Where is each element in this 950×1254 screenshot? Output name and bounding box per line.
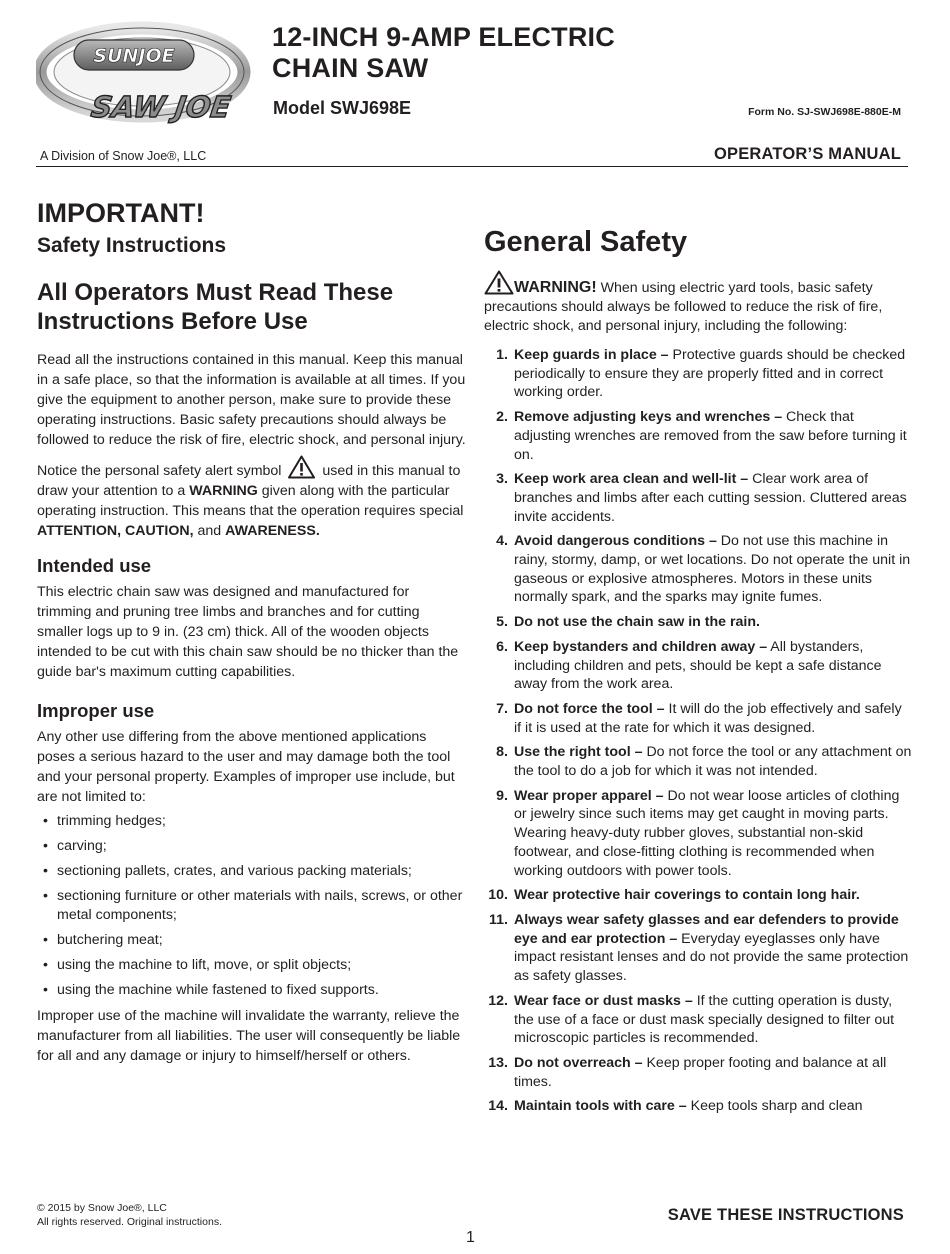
notice-paragraph: Notice the personal safety alert symbol used in this manual to draw your attention to a WARNING given along with the particular operating instruction. This means that the operation requires special ATTENTION, CAUTION, and AWARENESS. bbox=[37, 455, 467, 541]
warning-paragraph bbox=[484, 270, 912, 336]
safety-instructions-heading: Safety Instructions bbox=[37, 234, 227, 257]
improper-use-list bbox=[37, 812, 467, 1000]
product-title-line2: CHAIN SAW bbox=[272, 53, 429, 83]
rule-title: Wear proper apparel – bbox=[514, 787, 664, 804]
rule-text: Check that adjusting wrenches are removed from the saw before turning it on. bbox=[514, 409, 907, 463]
rule-number: 3. bbox=[496, 471, 508, 488]
rule-text: Keep proper footing and balance at all times. bbox=[514, 1054, 887, 1090]
intro-paragraph: Read all the instructions contained in this manual. Keep this manual in a safe place, so that the information is available at all times. If you give the equipment to another person, make sure to provide these operating instructions. Basic safety precautions should always be followed to reduce the risk of fire, electric shock, and personal injury. bbox=[37, 352, 466, 448]
rule-number: 12. bbox=[488, 992, 508, 1009]
rule-title: Do not overreach – bbox=[514, 1054, 643, 1071]
improper-use-closing: Improper use of the machine will invalidate the warranty, relieve the manufacturer from all liabilities. The user will consequently be liable for all and any damage or injury to himself/herself or others. bbox=[37, 1008, 461, 1064]
safety-rule bbox=[484, 700, 912, 737]
rule-title: Maintain tools with care – bbox=[514, 1098, 687, 1115]
improper-use-text: Any other use differing from the above mentioned applications poses a serious hazard to the user and may damage both the tool and your personal property. Examples of improper use include, but are not limited to: bbox=[37, 729, 455, 805]
safety-rule bbox=[484, 408, 912, 464]
bullet-icon: • bbox=[43, 888, 48, 904]
sunjoe-saw-joe-logo bbox=[36, 14, 254, 136]
warning-icon bbox=[484, 270, 514, 295]
bullet-icon: • bbox=[43, 957, 48, 973]
rule-number: 14. bbox=[488, 1098, 508, 1115]
safety-rule bbox=[484, 743, 912, 780]
safety-rule bbox=[484, 886, 912, 905]
rule-title: Wear face or dust masks – bbox=[514, 992, 693, 1009]
rule-number: 5. bbox=[496, 614, 508, 631]
safety-rule bbox=[484, 613, 912, 632]
header-divider bbox=[36, 166, 908, 167]
copyright-line2: All rights reserved. Original instructions. bbox=[37, 1216, 222, 1228]
bullet-icon: • bbox=[43, 932, 48, 948]
improper-use-item: • using the machine to lift, move, or split objects; bbox=[43, 957, 352, 973]
safety-rule bbox=[484, 1097, 912, 1116]
left-column bbox=[37, 196, 467, 1071]
improper-use-item: • butchering meat; bbox=[43, 932, 163, 948]
division-text: A Division of Snow Joe®, LLC bbox=[40, 149, 207, 163]
rule-number: 4. bbox=[496, 533, 508, 550]
must-read-heading: All Operators Must Read These Instructions Before Use bbox=[37, 279, 394, 335]
copyright bbox=[37, 1201, 222, 1229]
rule-text: Keep tools sharp and clean bbox=[690, 1098, 863, 1115]
save-instructions: SAVE THESE INSTRUCTIONS bbox=[667, 1206, 904, 1224]
improper-use-heading: Improper use bbox=[37, 700, 155, 721]
safety-rule bbox=[484, 911, 912, 986]
safety-rules-list bbox=[484, 346, 912, 1116]
logo-sunjoe-text: SUNJOE bbox=[93, 45, 175, 67]
rule-text: It will do the job effectively and safely if it is used at the rate for which it was designed. bbox=[514, 700, 902, 736]
rule-text: Protective guards should be checked periodically to ensure they are properly fitted and in correct working order. bbox=[514, 347, 906, 401]
rule-title: Do not use the chain saw in the rain. bbox=[514, 614, 760, 631]
rule-text: Do not wear loose articles of clothing or jewelry since such items may get caught in moving parts. Wearing heavy-duty rubber gloves, substantial non-skid footwear, and close-fitting clothing is recommended when working outdoors with power tools. bbox=[514, 787, 900, 879]
rule-number: 6. bbox=[496, 638, 508, 655]
safety-rule bbox=[484, 532, 912, 607]
rule-text: Everyday eyeglasses only have impact resistant lenses and do not provide the same protection as safety glasses. bbox=[514, 930, 909, 985]
warning-text: When using electric yard tools, basic safety precautions should always be followed to reduce the risk of fire, electric shock, and personal injury, including the following: bbox=[484, 280, 883, 334]
improper-use-item: • carving; bbox=[43, 838, 107, 854]
safety-alert-icon bbox=[288, 455, 315, 479]
intended-use-heading: Intended use bbox=[37, 555, 152, 576]
bullet-icon: • bbox=[43, 982, 48, 998]
rule-text: Do not use this machine in rainy, stormy, damp, or wet locations. Do not operate the unit in gaseous or explosive atmospheres. Motors in these units normally spark, and the sparks may ignite fumes. bbox=[514, 533, 911, 606]
rule-title: Do not force the tool – bbox=[514, 700, 665, 717]
product-title bbox=[272, 22, 615, 84]
safety-rule bbox=[484, 1054, 912, 1091]
rule-number: 13. bbox=[488, 1054, 508, 1071]
rule-title: Keep work area clean and well-lit – bbox=[514, 471, 749, 488]
general-safety-heading: General Safety bbox=[484, 226, 688, 258]
intended-use-text: This electric chain saw was designed and manufactured for trimming and pruning tree limbs and branches and for cutting smaller logs up to 9 in. (23 cm) thick. All of the wooden objects intended to be cut with this chain saw should be no thicker than the guide bar's maximum cutting capabilities. bbox=[37, 584, 459, 680]
rule-text: Clear work area of branches and limbs after each cutting session. Cluttered areas invite accidents. bbox=[514, 471, 907, 525]
rule-text: If the cutting operation is dusty, the use of a face or dust mask specially designed to filter out microscopic particles is recommended. bbox=[514, 992, 895, 1047]
improper-use-item: • sectioning pallets, crates, and various packing materials; bbox=[43, 863, 412, 879]
product-title-line1: 12-INCH 9-AMP ELECTRIC bbox=[272, 22, 615, 52]
rule-title: Wear protective hair coverings to contain long hair. bbox=[514, 887, 860, 904]
rule-title: Keep guards in place – bbox=[514, 347, 669, 363]
improper-use-item: • sectioning furniture or other materials with nails, screws, or other metal components; bbox=[43, 888, 463, 923]
rule-number: 2. bbox=[496, 409, 508, 426]
copyright-line1: © 2015 by Snow Joe®, LLC bbox=[37, 1202, 167, 1214]
logo-saw-joe-text: SAW JOE bbox=[89, 90, 233, 124]
bullet-icon: • bbox=[43, 838, 48, 854]
right-column bbox=[484, 224, 912, 1122]
page-number: 1 bbox=[466, 1229, 475, 1246]
safety-rule bbox=[484, 992, 912, 1048]
rule-number: 8. bbox=[496, 744, 508, 761]
rule-text: All bystanders, including children and pets, should be kept a safe distance away from the work area. bbox=[514, 638, 882, 693]
rule-text: Do not force the tool or any attachment on the tool to do a job for which it was not intended. bbox=[514, 744, 912, 780]
model-number: Model SWJ698E bbox=[273, 98, 412, 118]
warning-label: WARNING! bbox=[514, 279, 597, 296]
bullet-icon: • bbox=[43, 863, 48, 879]
rule-number: 1. bbox=[496, 347, 508, 363]
improper-use-item: • using the machine while fastened to fixed supports. bbox=[43, 982, 379, 998]
rule-number: 7. bbox=[496, 700, 508, 717]
improper-use-item: • trimming hedges; bbox=[43, 813, 166, 829]
rule-title: Always wear safety glasses and ear defenders to provide eye and ear protection – bbox=[514, 911, 899, 947]
manual-label: OPERATOR’S MANUAL bbox=[713, 145, 901, 163]
rule-title: Use the right tool – bbox=[514, 744, 643, 761]
safety-rule bbox=[484, 346, 912, 402]
rule-title: Remove adjusting keys and wrenches – bbox=[514, 409, 783, 426]
rule-title: Avoid dangerous conditions – bbox=[514, 533, 717, 550]
safety-rule bbox=[484, 787, 912, 881]
rule-number: 9. bbox=[496, 787, 508, 804]
rule-title: Keep bystanders and children away – bbox=[514, 638, 768, 655]
form-number: Form No. SJ-SWJ698E-880E-M bbox=[748, 106, 901, 118]
rule-number: 10. bbox=[488, 887, 508, 904]
safety-rule bbox=[484, 470, 912, 526]
important-heading: IMPORTANT! bbox=[37, 198, 205, 228]
rule-number: 11. bbox=[489, 911, 508, 928]
safety-rule bbox=[484, 638, 912, 694]
bullet-icon: • bbox=[43, 813, 48, 829]
